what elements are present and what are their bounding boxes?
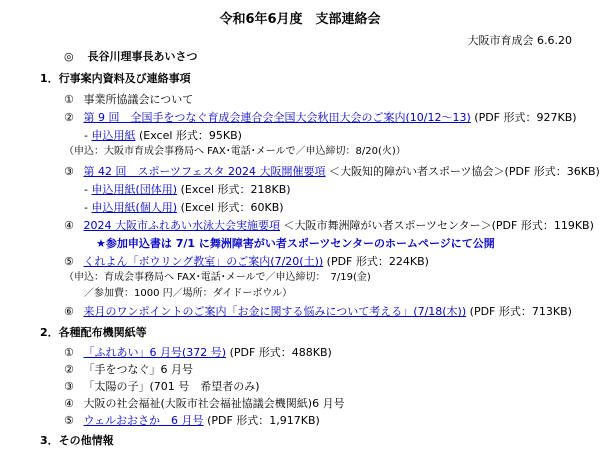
item-number: ③ bbox=[64, 380, 74, 393]
section-2-title: 2．各種配布機関紙等 bbox=[40, 326, 147, 339]
item-number: ⑥ bbox=[64, 305, 74, 318]
file-info: (PDF 形式：224KB) bbox=[326, 255, 429, 268]
greeting-line bbox=[64, 50, 197, 64]
organization-date: 大阪市育成会 6.6.20 bbox=[467, 34, 572, 47]
item-number: ② bbox=[64, 363, 74, 376]
one-point-link[interactable]: 来月のワンポイントのご案内「お金に関する悩みについて考える」(7/18(木)) bbox=[83, 305, 467, 318]
item-number: ④ bbox=[64, 219, 74, 232]
item-text: 「手をつなぐ」6 月号 bbox=[83, 363, 193, 376]
item-number: ① bbox=[64, 346, 74, 359]
list-item bbox=[64, 165, 600, 179]
list-item bbox=[64, 255, 429, 269]
sports-festa-link[interactable]: 第 42 回 スポーツフェスタ 2024 大阪開催要項 bbox=[83, 165, 326, 178]
list-item bbox=[64, 397, 345, 411]
list-item bbox=[64, 93, 193, 107]
list-item bbox=[84, 201, 284, 215]
item-text: 大阪の社会福祉(大阪市社会福祉協議会機関紙)6 月号 bbox=[83, 397, 345, 410]
item-number: ① bbox=[64, 93, 74, 106]
list-item bbox=[64, 111, 577, 125]
file-info: (PDF 形式：1,917KB) bbox=[207, 414, 320, 427]
bowling-class-link[interactable]: くれよん「ボウリング教室」のご案内(7/20(土)) bbox=[83, 255, 324, 268]
list-item bbox=[64, 219, 594, 233]
national-convention-link[interactable]: 第 9 回 全国手をつなぐ育成会連合会全国大会秋田大会のご案内(10/12～13) bbox=[83, 111, 471, 124]
bullet: - bbox=[84, 183, 88, 196]
list-item bbox=[84, 129, 242, 143]
application-note: （申込：大阪市育成会事務局へ FAX･電話･メールで／申込締切：8/20(火)） bbox=[64, 146, 406, 157]
list-item bbox=[64, 305, 572, 319]
list-item bbox=[64, 380, 260, 394]
item-number: ④ bbox=[64, 397, 74, 410]
item-number: ⑤ bbox=[64, 414, 74, 427]
file-info: (PDF 形式：488KB) bbox=[229, 346, 332, 359]
item-number: ⑤ bbox=[64, 255, 74, 268]
item-number: ② bbox=[64, 111, 74, 124]
fureai-link[interactable]: 「ふれあい」6 月号(372 号) bbox=[83, 346, 227, 359]
item-text: 「太陽の子」(701 号 希望者のみ) bbox=[83, 380, 260, 393]
page-title: 令和6年6月度 支部連絡会 bbox=[219, 12, 381, 27]
file-info: (Excel 形式：60KB) bbox=[180, 201, 284, 214]
list-item bbox=[64, 346, 332, 360]
file-info: (PDF 形式：713KB) bbox=[469, 305, 572, 318]
individual-form-link[interactable]: 申込用紙(個人用) bbox=[91, 201, 178, 214]
file-info: ＜大阪知的障がい者スポーツ協会＞(PDF 形式：36KB) bbox=[329, 165, 600, 178]
well-osaka-link[interactable]: ウェルおおさか 6 月号 bbox=[83, 414, 204, 427]
section-1-title: 1．行事案内資料及び連絡事項 bbox=[40, 72, 191, 85]
bullet: - bbox=[84, 129, 88, 142]
list-item bbox=[64, 414, 320, 428]
double-circle-icon: ◎ bbox=[64, 50, 74, 63]
list-item bbox=[64, 363, 193, 377]
application-note: （申込：育成会事務局へ FAX･電話･メールで／申込締切： 7/19(金) bbox=[64, 272, 371, 283]
group-form-link[interactable]: 申込用紙(団体用) bbox=[91, 183, 178, 196]
file-info: (PDF 形式：927KB) bbox=[474, 111, 577, 124]
swimming-event-link[interactable]: 2024 大阪市ふれあい水泳大会実施要項 bbox=[83, 219, 280, 232]
file-info: (Excel 形式：95KB) bbox=[138, 129, 242, 142]
section-3-title: 3．その他情報 bbox=[40, 434, 114, 447]
application-form-link[interactable]: 申込用紙 bbox=[91, 129, 136, 142]
list-item bbox=[84, 183, 291, 197]
item-number: ③ bbox=[64, 165, 74, 178]
greeting-text: 長谷川理事長あいさつ bbox=[87, 50, 198, 63]
item-text: 事業所協議会について bbox=[83, 93, 194, 106]
bullet: - bbox=[84, 201, 88, 214]
file-info: (Excel 形式：218KB) bbox=[180, 183, 291, 196]
file-info: ＜大阪市舞洲障がい者スポーツセンター＞(PDF 形式：119KB) bbox=[283, 219, 594, 232]
application-notice: ★参加申込書は 7/1 に舞洲障害がい者スポーツセンターのホームページにて公開 bbox=[96, 237, 495, 250]
fee-location-note: ／参加費：1000 円／場所：ダイドーボウル） bbox=[84, 288, 293, 299]
